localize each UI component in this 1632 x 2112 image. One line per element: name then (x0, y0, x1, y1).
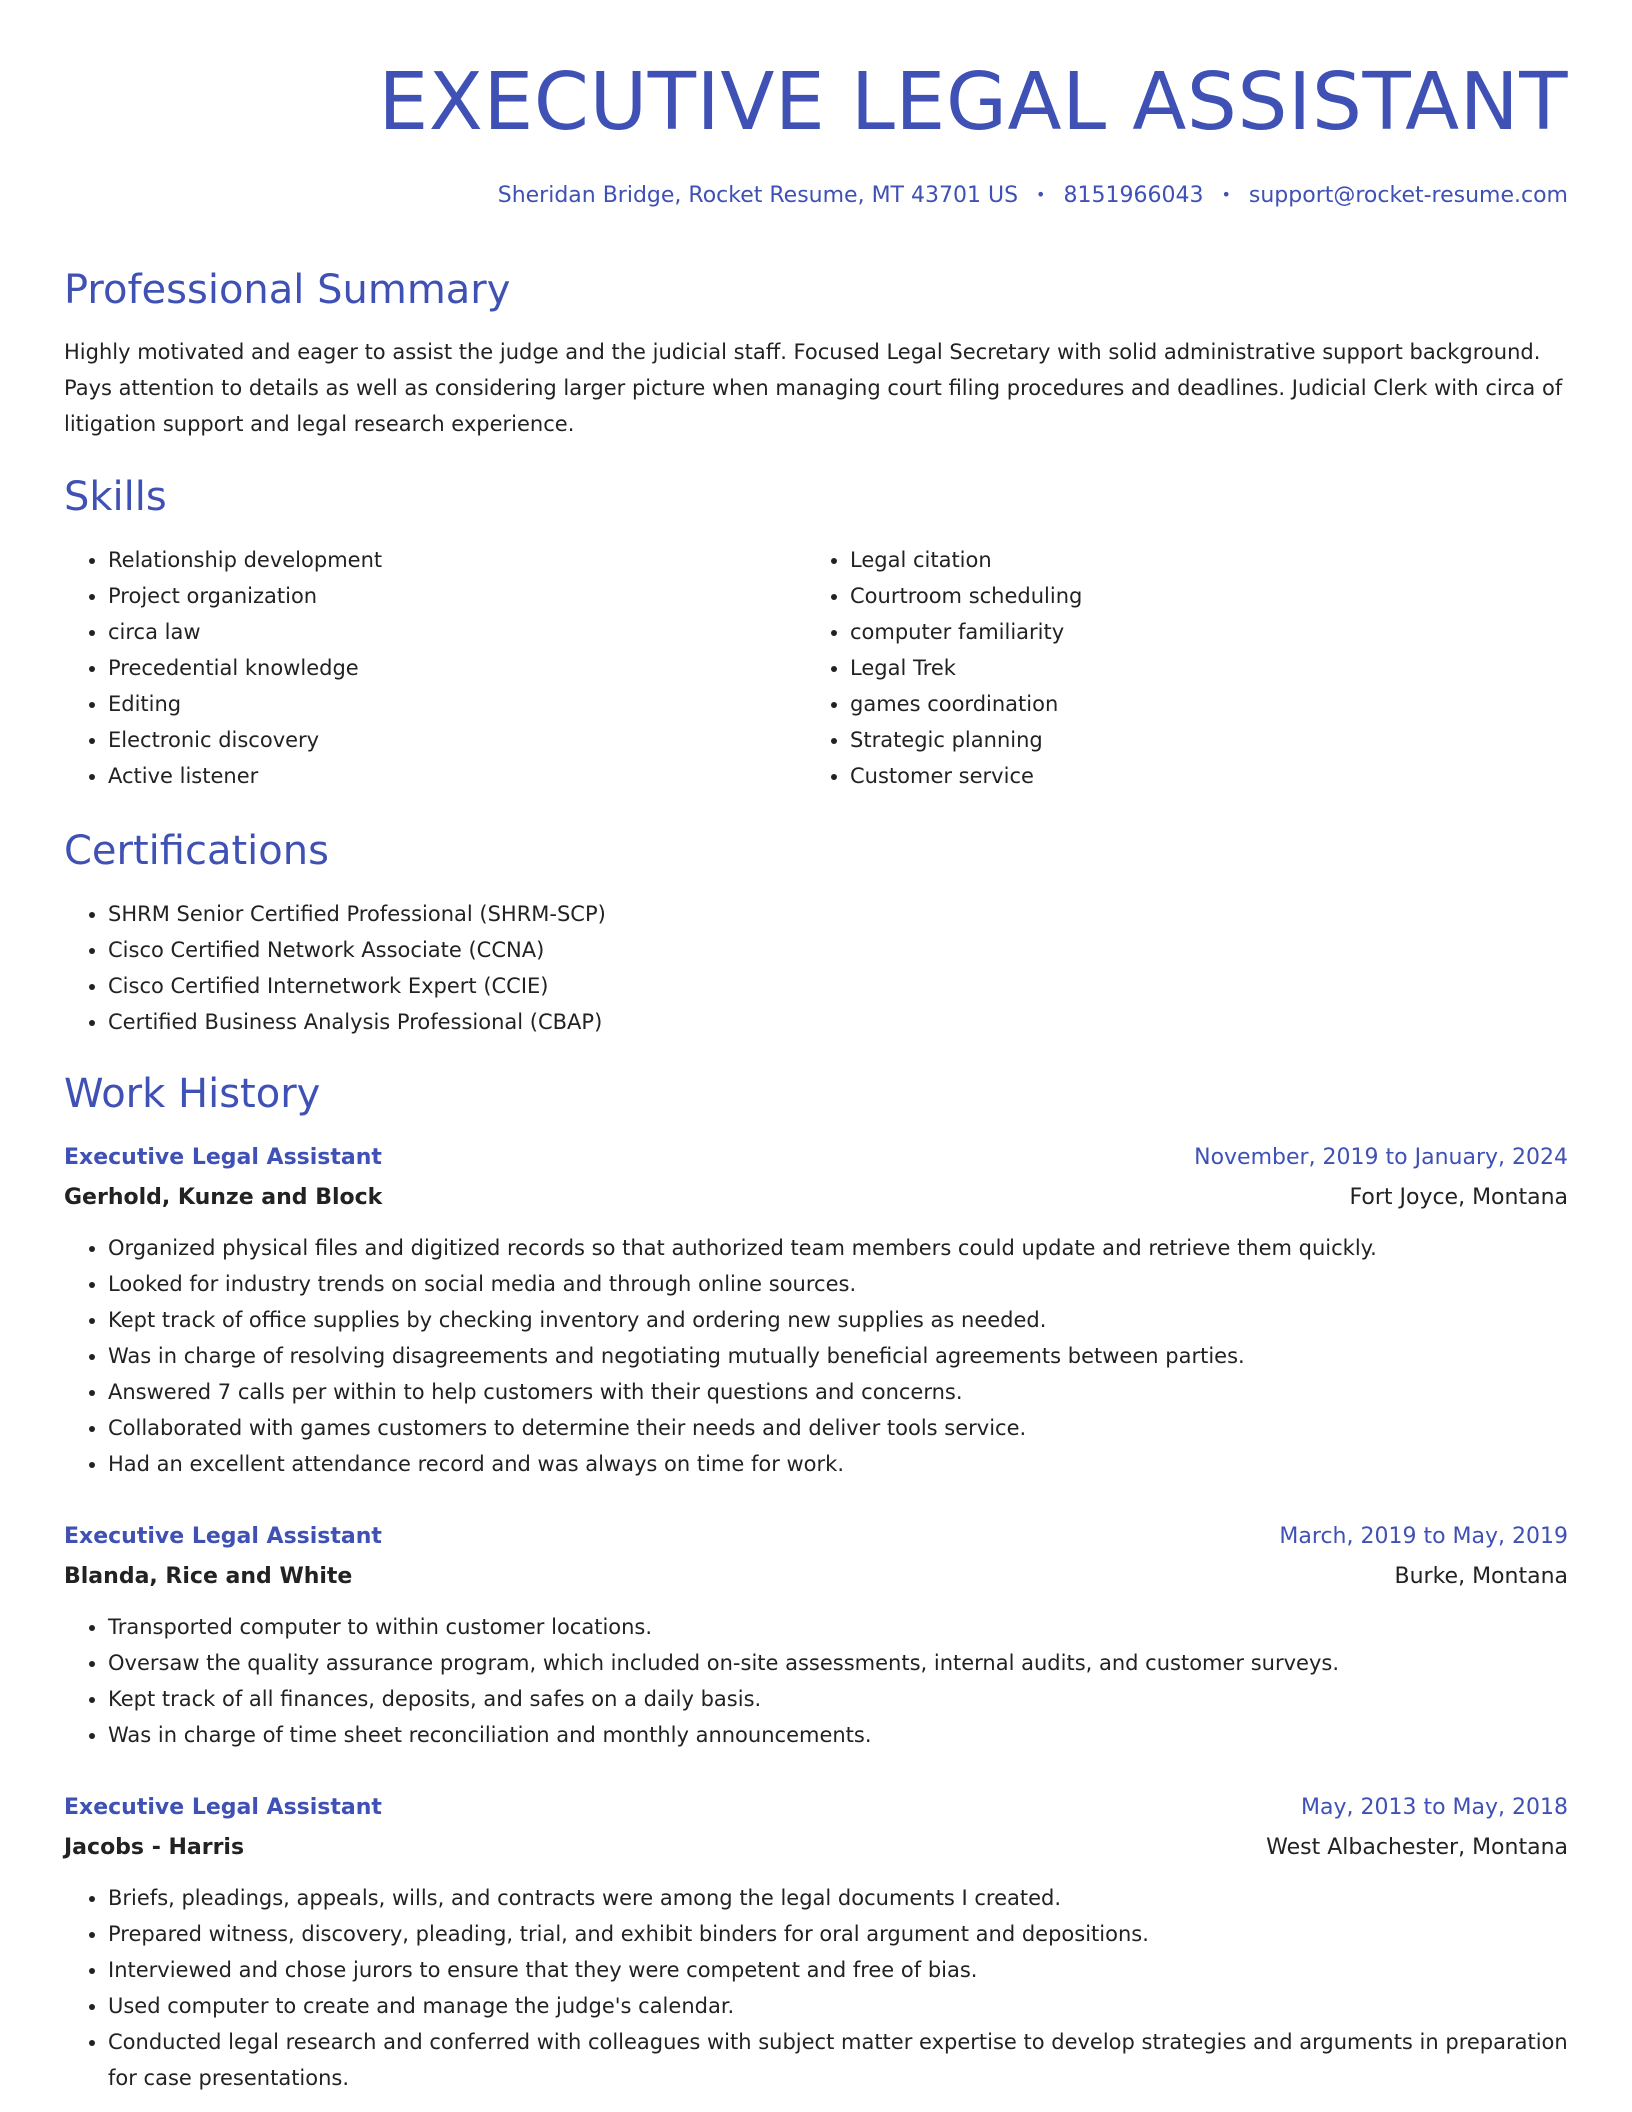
summary-text: Highly motivated and eager to assist the judge and the judicial staff. Focused Legal Secretary with solid administrative support background. Pays attention to details as well as considering larger picture when managing court filing procedures and deadlines. Judicial Clerk with circa of litigation support and legal research experience. (64, 340, 1563, 436)
certification-item: • Cisco Certified Internetwork Expert (CCIE) (108, 968, 1568, 1004)
candidate-title: EXECUTIVE LEGAL ASSISTANT (378, 56, 1568, 148)
job-bullet: • Conducted legal research and conferred with colleagues with subject matter expertise to develop strategies and arguments in preparation for case presentations. (108, 2024, 1568, 2096)
job-bullets (64, 1230, 1568, 1482)
contact-email: support@rocket-resume.com (1248, 183, 1568, 208)
job-bullet: • Transported computer to within customer locations. (108, 1609, 1568, 1645)
job-location: Burke, Montana (1394, 1564, 1568, 1589)
job-bullet: • Was in charge of time sheet reconciliation and monthly announcements. (108, 1717, 1568, 1753)
job-company-row (64, 1828, 1568, 1868)
separator-dot: • (1036, 185, 1046, 204)
certification-item: • Certified Business Analysis Professional (CBAP) (108, 1004, 1568, 1040)
skills-list-left (64, 542, 806, 794)
job-entry (64, 1517, 1568, 1753)
job-header-row (64, 1138, 1568, 1178)
job-entry (64, 1138, 1568, 1482)
certification-item: • SHRM Senior Certified Professional (SHRM-SCP) (108, 896, 1568, 932)
job-bullet: • Used computer to create and manage the judge's calendar. (108, 1988, 1568, 2024)
job-dates: November, 2019 to January, 2024 (1194, 1145, 1568, 1170)
job-header-row (64, 1788, 1568, 1828)
job-dates: March, 2019 to May, 2019 (1279, 1524, 1568, 1549)
job-bullet: • Had an excellent attendance record and was always on time for work. (108, 1446, 1568, 1482)
skills-column-right (806, 542, 1568, 794)
job-company: Blanda, Rice and White (64, 1564, 353, 1589)
skills-columns (64, 542, 1568, 794)
job-company-row (64, 1557, 1568, 1597)
skill-item: • Customer service (850, 758, 1568, 794)
job-title: Executive Legal Assistant (64, 1524, 382, 1549)
certifications-section (64, 896, 1568, 1040)
summary-heading: Professional Summary (64, 267, 511, 313)
job-bullet: • Was in charge of resolving disagreements and negotiating mutually beneficial agreements between parties. (108, 1338, 1568, 1374)
job-company: Jacobs - Harris (64, 1835, 245, 1860)
job-bullet: • Kept track of all finances, deposits, and safes on a daily basis. (108, 1681, 1568, 1717)
job-company: Gerhold, Kunze and Block (64, 1185, 383, 1210)
job-bullet: • Prepared witness, discovery, pleading, trial, and exhibit binders for oral argument and depositions. (108, 1916, 1568, 1952)
skill-item: • Project organization (108, 578, 806, 614)
skill-item: • Precedential knowledge (108, 650, 806, 686)
skill-item: • Editing (108, 686, 806, 722)
skill-item: • Relationship development (108, 542, 806, 578)
skill-item: • Legal citation (850, 542, 1568, 578)
certifications-heading: Certifications (64, 828, 329, 874)
work-history-heading: Work History (64, 1071, 321, 1117)
skill-item: • Strategic planning (850, 722, 1568, 758)
job-bullets (64, 1609, 1568, 1753)
job-location: Fort Joyce, Montana (1349, 1185, 1568, 1210)
certifications-list (64, 896, 1568, 1040)
contact-address: Sheridan Bridge, Rocket Resume, MT 43701 US (497, 183, 1019, 208)
job-company-row (64, 1178, 1568, 1218)
skill-item: • Active listener (108, 758, 806, 794)
contact-line (64, 180, 1568, 211)
skill-item: • circa law (108, 614, 806, 650)
job-title: Executive Legal Assistant (64, 1145, 382, 1170)
contact-phone: 8151966043 (1063, 183, 1204, 208)
job-entry (64, 1788, 1568, 2096)
job-header-row (64, 1517, 1568, 1557)
job-bullets (64, 1880, 1568, 2096)
skill-item: • computer familiarity (850, 614, 1568, 650)
skills-heading: Skills (64, 474, 167, 520)
job-bullet: • Answered 7 calls per within to help customers with their questions and concerns. (108, 1374, 1568, 1410)
job-title: Executive Legal Assistant (64, 1795, 382, 1820)
skill-item: • Electronic discovery (108, 722, 806, 758)
job-bullet: • Interviewed and chose jurors to ensure that they were competent and free of bias. (108, 1952, 1568, 1988)
job-bullet: • Looked for industry trends on social media and through online sources. (108, 1266, 1568, 1302)
skills-column-left (64, 542, 806, 794)
separator-dot: • (1221, 185, 1231, 204)
resume-header (64, 0, 1568, 211)
skill-item: • Legal Trek (850, 650, 1568, 686)
job-bullet: • Oversaw the quality assurance program, which included on-site assessments, internal audits, and customer surveys. (108, 1645, 1568, 1681)
certification-item: • Cisco Certified Network Associate (CCNA) (108, 932, 1568, 968)
skill-item: • Courtroom scheduling (850, 578, 1568, 614)
job-dates: May, 2013 to May, 2018 (1301, 1795, 1568, 1820)
job-bullet: • Kept track of office supplies by checking inventory and ordering new supplies as needed. (108, 1302, 1568, 1338)
skills-list-right (806, 542, 1568, 794)
job-bullet: • Organized physical files and digitized records so that authorized team members could update and retrieve them quickly. (108, 1230, 1568, 1266)
job-bullet: • Collaborated with games customers to determine their needs and deliver tools service. (108, 1410, 1568, 1446)
skill-item: • games coordination (850, 686, 1568, 722)
job-location: West Albachester, Montana (1266, 1835, 1568, 1860)
job-bullet: • Briefs, pleadings, appeals, wills, and contracts were among the legal documents I created. (108, 1880, 1568, 1916)
